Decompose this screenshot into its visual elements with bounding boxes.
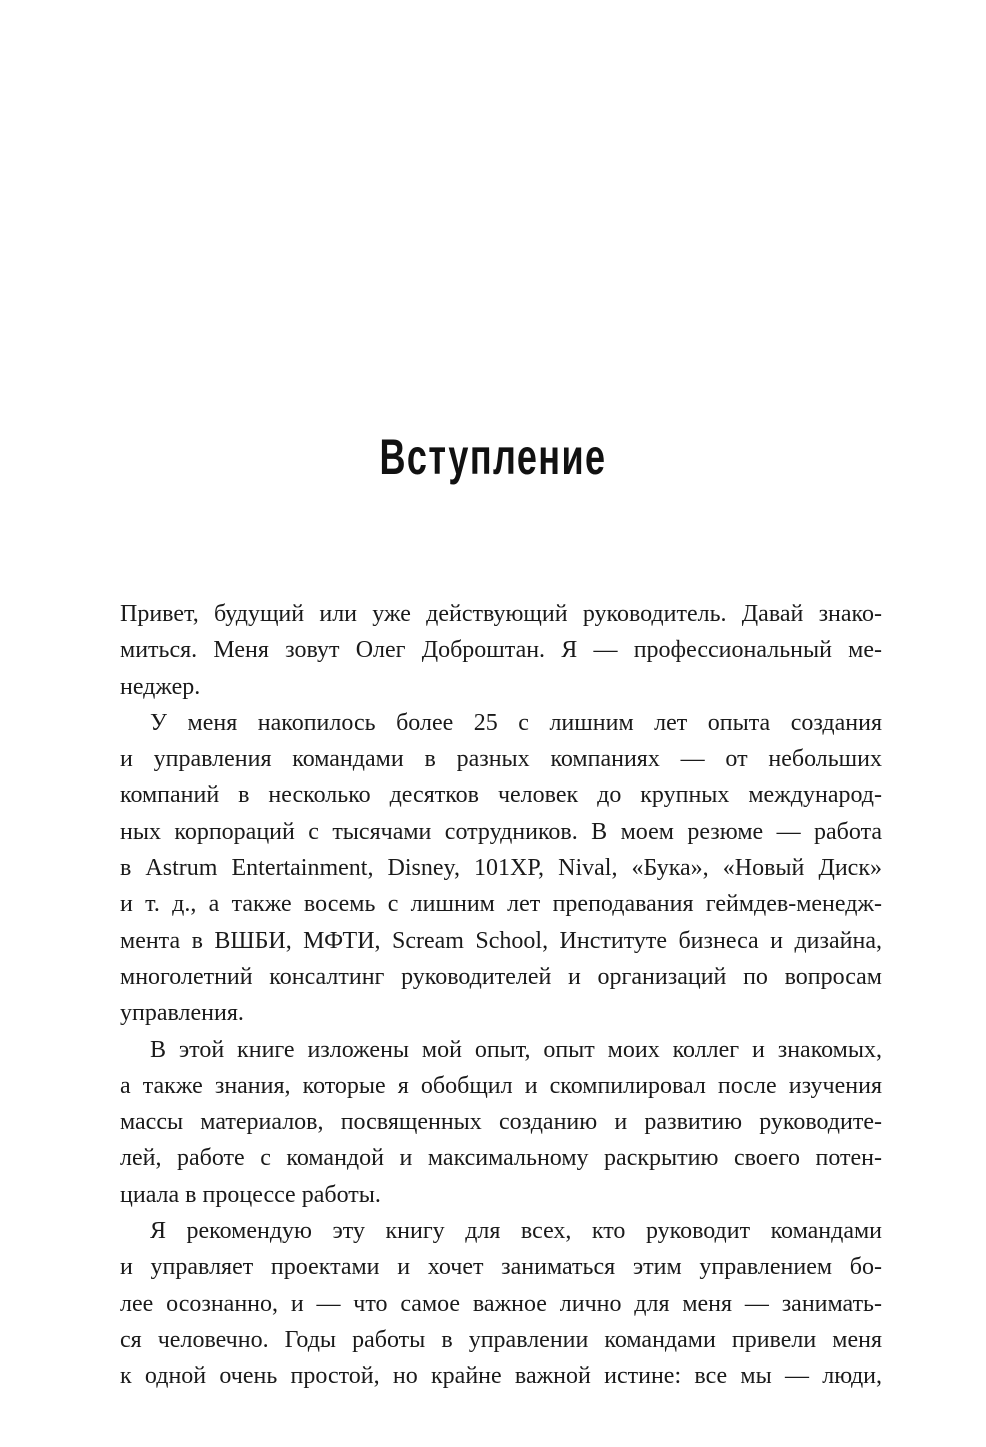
text-line: и т. д., а также восемь с лишним лет преподавания геймдев-менедж-	[120, 891, 882, 918]
text-line: и управления командами в разных компаниях — от небольших	[120, 746, 882, 773]
text-line: управления.	[120, 1000, 244, 1027]
text-line: неджер.	[120, 673, 201, 700]
text-line: ся человечно. Годы работы в управлении командами привели меня	[120, 1326, 882, 1353]
text-line: и управляет проектами и хочет заниматься этим управлением бо-	[120, 1254, 882, 1281]
text-line: циала в процессе работы.	[120, 1181, 381, 1208]
chapter-body	[120, 596, 882, 1395]
text-line: мента в ВШБИ, МФТИ, Scream School, Институте бизнеса и дизайна,	[120, 927, 882, 954]
text-line: миться. Меня зовут Олег Доброштан. Я — профессиональный ме-	[120, 637, 882, 664]
text-line: в Astrum Entertainment, Disney, 101XP, Nival, «Бука», «Новый Диск»	[120, 855, 882, 882]
text-line: Я рекомендую эту книгу для всех, кто руководит командами	[150, 1218, 882, 1245]
text-line: ных корпораций с тысячами сотрудников. В моем резюме — работа	[120, 818, 882, 845]
text-line: к одной очень простой, но крайне важной истине: все мы — люди,	[120, 1363, 882, 1390]
text-line: массы материалов, посвященных созданию и развитию руководите-	[120, 1109, 882, 1136]
text-line: многолетний консалтинг руководителей и организаций по вопросам	[120, 963, 882, 990]
text-line: У меня накопилось более 25 с лишним лет опыта создания	[150, 709, 882, 736]
text-line: Привет, будущий или уже действующий руководитель. Давай знако-	[120, 601, 882, 627]
text-line: а также знания, которые я обобщил и скомпилировал после изучения	[120, 1072, 882, 1099]
text-line: лей, работе с командой и максимальному раскрытию своего потен-	[120, 1145, 882, 1172]
text-line: компаний в несколько десятков человек до крупных международ-	[120, 782, 882, 809]
text-line: лее осознанно, и — что самое важное лично для меня — занимать-	[120, 1290, 882, 1317]
chapter-title: Вступление	[379, 429, 607, 485]
text-line: В этой книге изложены мой опыт, опыт моих коллег и знакомых,	[150, 1036, 882, 1063]
